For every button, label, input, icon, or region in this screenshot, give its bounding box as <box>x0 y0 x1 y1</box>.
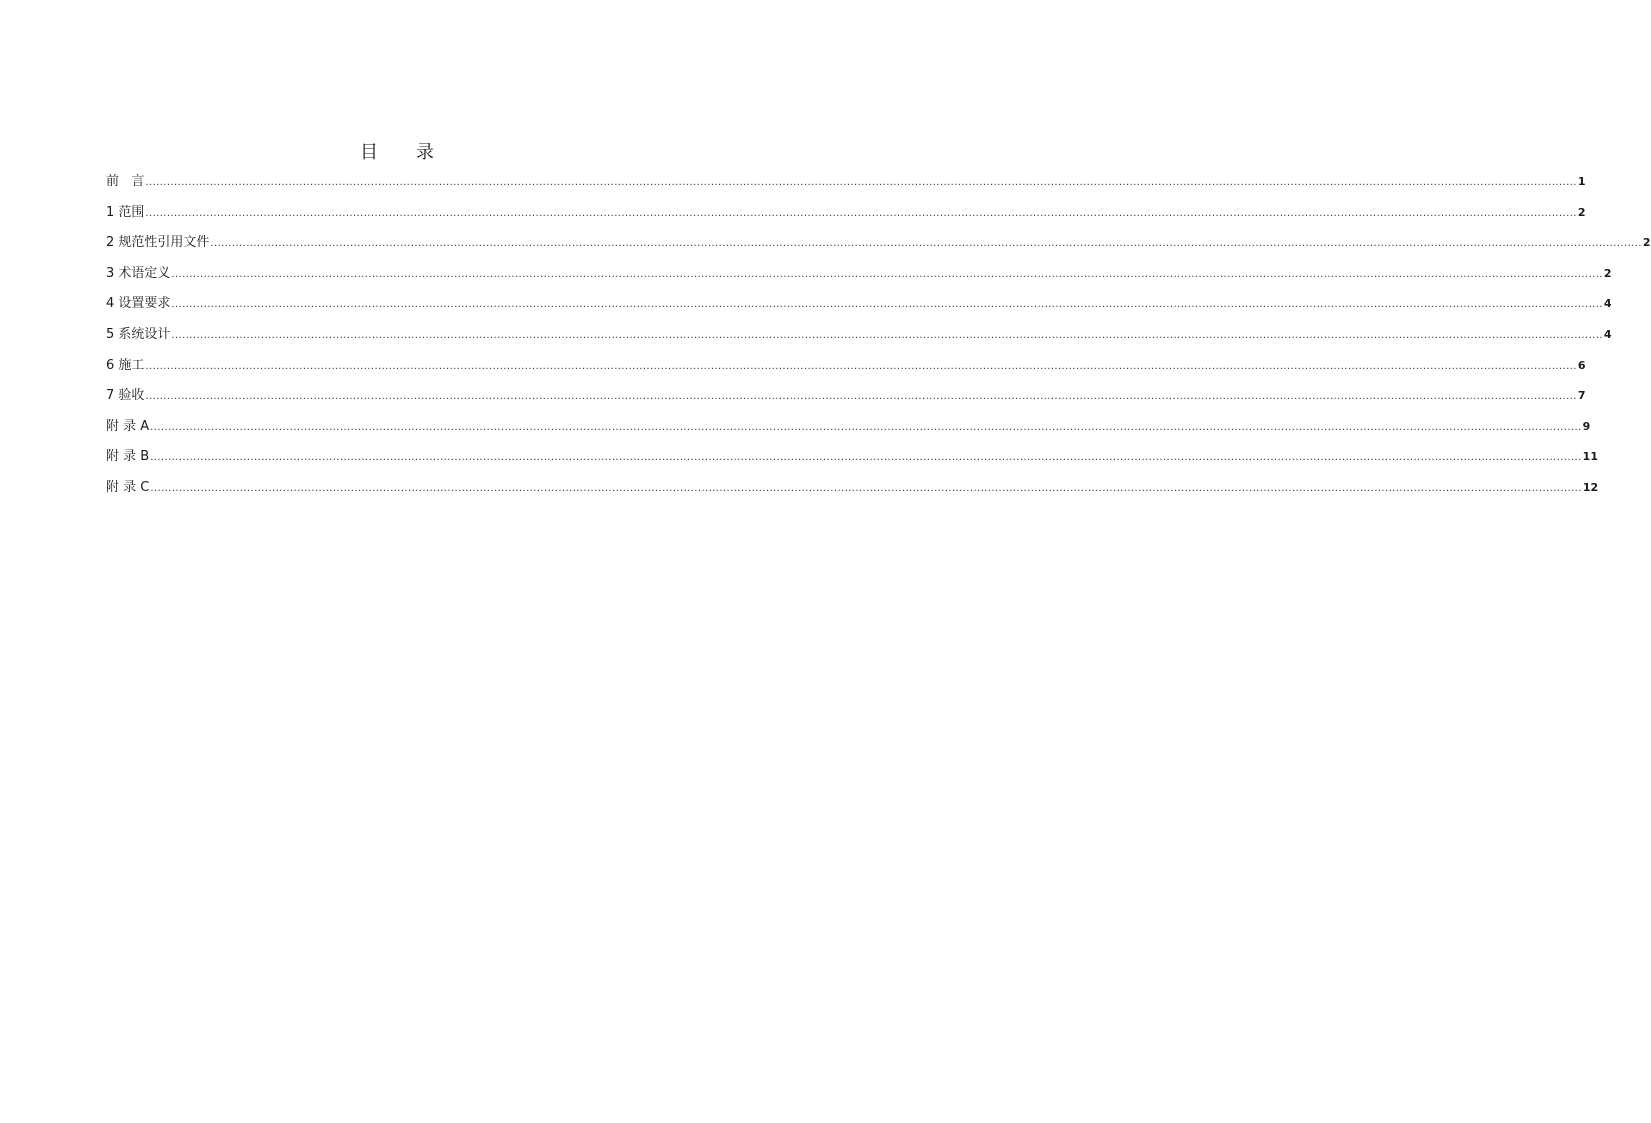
toc-title-char-1: 目 <box>360 142 378 163</box>
toc-entry-setup-requirements[interactable] <box>106 294 1612 325</box>
toc-entry-page: 2 <box>1577 205 1586 219</box>
toc-list <box>106 172 1651 509</box>
toc-entry-terms-definitions[interactable] <box>106 264 1612 295</box>
toc-leader-dots: ................................................................................................................................................................................................................................................................................................................................................................................................................ <box>171 268 1603 280</box>
toc-entry-label: 前 言 <box>106 174 145 189</box>
toc-entry-page: 12 <box>1582 480 1599 494</box>
toc-leader-dots: ................................................................................................................................................................................................................................................................................................................................................................................................................ <box>150 452 1582 464</box>
toc-entry-construction[interactable] <box>106 356 1586 387</box>
toc-leader-dots: ................................................................................................................................................................................................................................................................................................................................................................................................................ <box>150 421 1582 433</box>
toc-entry-label: 4 设置要求 <box>106 296 171 312</box>
toc-entry-page: 6 <box>1577 358 1586 372</box>
toc-leader-dots: ................................................................................................................................................................................................................................................................................................................................................................................................................ <box>145 207 1577 219</box>
toc-leader-dots: ................................................................................................................................................................................................................................................................................................................................................................................................................ <box>145 360 1577 372</box>
toc-entry-normative-references[interactable] <box>106 233 1651 264</box>
toc-entry-acceptance[interactable] <box>106 386 1586 417</box>
toc-entry-page: 4 <box>1603 327 1612 341</box>
toc-entry-page: 2 <box>1603 266 1612 280</box>
toc-leader-dots: ................................................................................................................................................................................................................................................................................................................................................................................................................ <box>171 329 1603 341</box>
toc-title <box>0 138 794 164</box>
toc-entry-label: 6 施工 <box>106 357 145 373</box>
toc-entry-foreword[interactable] <box>106 172 1586 203</box>
toc-entry-page: 7 <box>1577 389 1586 403</box>
toc-leader-dots: ................................................................................................................................................................................................................................................................................................................................................................................................................ <box>210 238 1642 250</box>
toc-entry-system-design[interactable] <box>106 325 1612 356</box>
toc-entry-page: 11 <box>1582 450 1598 464</box>
toc-entry-label: 附 录 B <box>106 449 150 465</box>
toc-entry-appendix-b[interactable] <box>106 447 1598 478</box>
toc-entry-label: 3 术语定义 <box>106 265 171 281</box>
toc-entry-label: 7 验收 <box>106 388 145 404</box>
toc-leader-dots: ................................................................................................................................................................................................................................................................................................................................................................................................................ <box>171 299 1603 311</box>
toc-entry-page: 9 <box>1582 419 1591 433</box>
toc-leader-dots: ................................................................................................................................................................................................................................................................................................................................................................................................................ <box>150 482 1582 494</box>
toc-entry-label: 2 规范性引用文件 <box>106 235 210 251</box>
toc-entry-label: 1 范围 <box>106 204 145 220</box>
toc-entry-appendix-c[interactable] <box>106 478 1599 509</box>
toc-title-char-2: 录 <box>416 142 434 163</box>
toc-entry-appendix-a[interactable] <box>106 417 1591 448</box>
toc-entry-page: 1 <box>1577 175 1586 188</box>
toc-entry-page: 4 <box>1603 297 1612 311</box>
toc-entry-scope[interactable] <box>106 203 1586 234</box>
toc-leader-dots: ................................................................................................................................................................................................................................................................................................................................................................................................................ <box>145 391 1577 403</box>
toc-entry-label: 5 系统设计 <box>106 326 171 342</box>
toc-leader-dots: ................................................................................................................................................................................................................................................................................................................................................................................................................ <box>145 177 1577 188</box>
toc-entry-label: 附 录 C <box>106 479 150 495</box>
toc-entry-page: 2 <box>1642 236 1651 250</box>
toc-entry-label: 附 录 A <box>106 418 150 434</box>
